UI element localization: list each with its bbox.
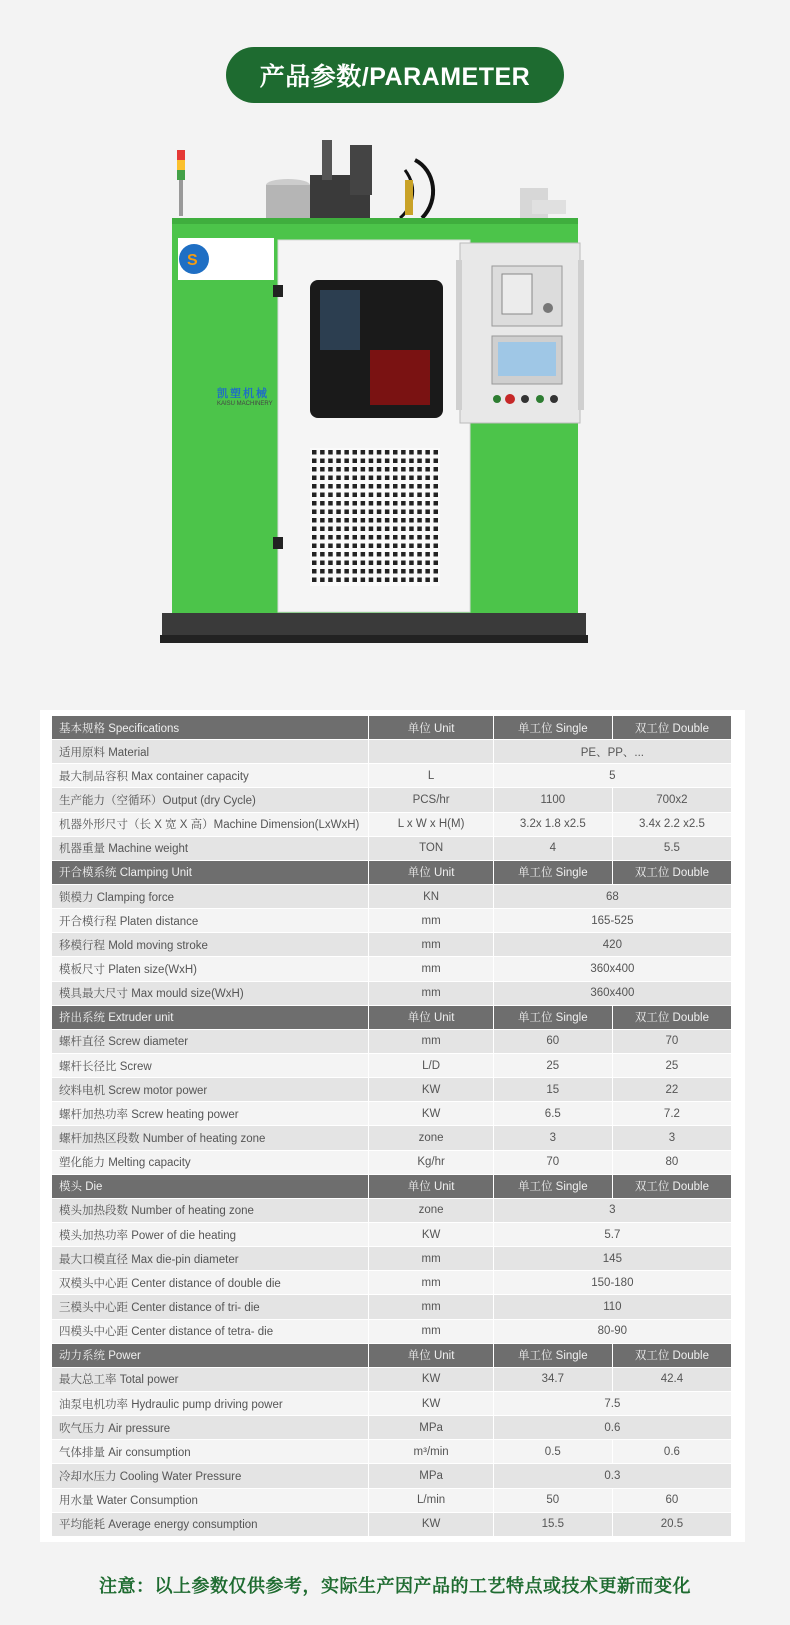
spec-single: 360x400 — [493, 957, 731, 981]
spec-name: 塑化能力 Melting capacity — [52, 1150, 369, 1174]
spec-table — [52, 716, 732, 1537]
spec-double: 42.4 — [612, 1367, 731, 1391]
spec-row — [52, 1102, 732, 1126]
spec-single: 80-90 — [493, 1319, 731, 1343]
spec-name: 四模头中心距 Center distance of tetra- die — [52, 1319, 369, 1343]
spec-unit: Kg/hr — [369, 1150, 493, 1174]
spec-unit: MPa — [369, 1464, 493, 1488]
spec-row — [52, 764, 732, 788]
spec-unit: mm — [369, 1319, 493, 1343]
spec-row — [52, 1416, 732, 1440]
spec-name: 螺杆长径比 Screw — [52, 1053, 369, 1077]
spec-single: 4 — [493, 836, 612, 860]
column-header: 双工位 Double — [612, 860, 731, 884]
spec-single: 0.5 — [493, 1440, 612, 1464]
column-header: 单位 Unit — [369, 1343, 493, 1367]
spec-name: 平均能耗 Average energy consumption — [52, 1512, 369, 1536]
spec-unit: L x W x H(M) — [369, 812, 493, 836]
spec-name: 模头加热段数 Number of heating zone — [52, 1198, 369, 1222]
spec-row — [52, 1319, 732, 1343]
spec-single: 5.7 — [493, 1222, 731, 1246]
spec-unit: zone — [369, 1198, 493, 1222]
section-title: 模头 Die — [52, 1174, 369, 1198]
spec-row — [52, 1198, 732, 1222]
spec-name: 最大制品容积 Max container capacity — [52, 764, 369, 788]
spec-double: 5.5 — [612, 836, 731, 860]
spec-single: 165-525 — [493, 909, 731, 933]
column-header: 单工位 Single — [493, 1343, 612, 1367]
page-title: 产品参数/PARAMETER — [226, 47, 564, 103]
column-header: 单位 Unit — [369, 1174, 493, 1198]
section-title: 挤出系统 Extruder unit — [52, 1005, 369, 1029]
footer-note: 注意：以上参数仅供参考，实际生产因产品的工艺特点或技术更新而变化 — [99, 1576, 691, 1596]
section-header-row — [52, 860, 732, 884]
spec-single: 1100 — [493, 788, 612, 812]
spec-name: 模头加热功率 Power of die heating — [52, 1222, 369, 1246]
spec-double: 22 — [612, 1078, 731, 1102]
spec-name: 最大口模直径 Max die-pin diameter — [52, 1247, 369, 1271]
spec-unit: MPa — [369, 1416, 493, 1440]
spec-unit: mm — [369, 1271, 493, 1295]
column-header: 单位 Unit — [369, 1005, 493, 1029]
machine-image — [160, 140, 620, 670]
spec-row — [52, 1464, 732, 1488]
spec-double: 20.5 — [612, 1512, 731, 1536]
spec-name: 气体排量 Air consumption — [52, 1440, 369, 1464]
spec-single: 15 — [493, 1078, 612, 1102]
spec-single: 6.5 — [493, 1102, 612, 1126]
logo-en: KAISU MACHINERY — [217, 401, 273, 407]
spec-row — [52, 812, 732, 836]
spec-single: 34.7 — [493, 1367, 612, 1391]
spec-row — [52, 788, 732, 812]
spec-unit: m³/min — [369, 1440, 493, 1464]
spec-name: 绞料电机 Screw motor power — [52, 1078, 369, 1102]
spec-name: 螺杆加热区段数 Number of heating zone — [52, 1126, 369, 1150]
spec-double: 0.6 — [612, 1440, 731, 1464]
spec-name: 模板尺寸 Platen size(WxH) — [52, 957, 369, 981]
spec-name: 用水量 Water Consumption — [52, 1488, 369, 1512]
spec-unit: L/min — [369, 1488, 493, 1512]
spec-unit: mm — [369, 1247, 493, 1271]
spec-single: 145 — [493, 1247, 731, 1271]
spec-unit: zone — [369, 1126, 493, 1150]
spec-single: 3 — [493, 1198, 731, 1222]
spec-row — [52, 1512, 732, 1536]
section-header-row — [52, 1174, 732, 1198]
section-title: 开合模系统 Clamping Unit — [52, 860, 369, 884]
spec-unit: L — [369, 764, 493, 788]
svg-text:S: S — [187, 252, 198, 269]
column-header: 双工位 Double — [612, 1005, 731, 1029]
column-header: 双工位 Double — [612, 1174, 731, 1198]
spec-name: 三模头中心距 Center distance of tri- die — [52, 1295, 369, 1319]
spec-name: 机器外形尺寸（长 X 宽 X 高）Machine Dimension(LxWxH) — [52, 812, 369, 836]
spec-single: 420 — [493, 933, 731, 957]
spec-name: 机器重量 Machine weight — [52, 836, 369, 860]
section-title: 动力系统 Power — [52, 1343, 369, 1367]
spec-double: 700x2 — [612, 788, 731, 812]
spec-double: 60 — [612, 1488, 731, 1512]
spec-unit: mm — [369, 957, 493, 981]
spec-single: 50 — [493, 1488, 612, 1512]
spec-double: 3.4x 2.2 x2.5 — [612, 812, 731, 836]
spec-row — [52, 884, 732, 908]
spec-unit: KW — [369, 1512, 493, 1536]
spec-unit: mm — [369, 981, 493, 1005]
spec-row — [52, 1367, 732, 1391]
spec-single: 68 — [493, 884, 731, 908]
spec-single: PE、PP、... — [493, 740, 731, 764]
spec-single: 5 — [493, 764, 731, 788]
spec-single: 7.5 — [493, 1391, 731, 1415]
spec-unit: mm — [369, 1029, 493, 1053]
column-header: 单工位 Single — [493, 860, 612, 884]
spec-row — [52, 1295, 732, 1319]
spec-unit: L/D — [369, 1053, 493, 1077]
spec-name: 生产能力（空循环）Output (dry Cycle) — [52, 788, 369, 812]
spec-single: 70 — [493, 1150, 612, 1174]
spec-row — [52, 1271, 732, 1295]
section-header-row — [52, 716, 732, 740]
logo-cn: 凯塑机械 — [217, 388, 269, 400]
spec-name: 模具最大尺寸 Max mould size(WxH) — [52, 981, 369, 1005]
spec-row — [52, 1126, 732, 1150]
spec-single: 0.6 — [493, 1416, 731, 1440]
section-header-row — [52, 1343, 732, 1367]
spec-unit: KW — [369, 1367, 493, 1391]
spec-double: 80 — [612, 1150, 731, 1174]
spec-single: 3.2x 1.8 x2.5 — [493, 812, 612, 836]
spec-double: 7.2 — [612, 1102, 731, 1126]
spec-name: 适用原料 Material — [52, 740, 369, 764]
spec-unit — [369, 740, 493, 764]
spec-row — [52, 1053, 732, 1077]
spec-name: 双模头中心距 Center distance of double die — [52, 1271, 369, 1295]
spec-unit: mm — [369, 909, 493, 933]
spec-name: 开合模行程 Platen distance — [52, 909, 369, 933]
spec-single: 3 — [493, 1126, 612, 1150]
column-header: 单位 Unit — [369, 860, 493, 884]
spec-row — [52, 740, 732, 764]
spec-row — [52, 1247, 732, 1271]
spec-unit: KW — [369, 1222, 493, 1246]
spec-row — [52, 1029, 732, 1053]
spec-single: 360x400 — [493, 981, 731, 1005]
spec-single: 15.5 — [493, 1512, 612, 1536]
brand-logo-text — [217, 385, 273, 407]
spec-row — [52, 836, 732, 860]
spec-row — [52, 1391, 732, 1415]
spec-double: 70 — [612, 1029, 731, 1053]
spec-name: 螺杆加热功率 Screw heating power — [52, 1102, 369, 1126]
section-header-row — [52, 1005, 732, 1029]
section-title: 基本规格 Specifications — [52, 716, 369, 740]
column-header: 单工位 Single — [493, 716, 612, 740]
spec-row — [52, 957, 732, 981]
spec-unit: KN — [369, 884, 493, 908]
spec-name: 油泵电机功率 Hydraulic pump driving power — [52, 1391, 369, 1415]
spec-unit: KW — [369, 1391, 493, 1415]
spec-row — [52, 981, 732, 1005]
spec-row — [52, 1488, 732, 1512]
spec-single: 0.3 — [493, 1464, 731, 1488]
column-header: 单工位 Single — [493, 1174, 612, 1198]
column-header: 双工位 Double — [612, 1343, 731, 1367]
spec-row — [52, 1222, 732, 1246]
spec-single: 150-180 — [493, 1271, 731, 1295]
spec-row — [52, 933, 732, 957]
specification-panel — [40, 710, 745, 1542]
spec-name: 锁模力 Clamping force — [52, 884, 369, 908]
column-header: 单位 Unit — [369, 716, 493, 740]
spec-unit: mm — [369, 1295, 493, 1319]
spec-name: 移模行程 Mold moving stroke — [52, 933, 369, 957]
spec-unit: KW — [369, 1078, 493, 1102]
spec-unit: KW — [369, 1102, 493, 1126]
spec-unit: PCS/hr — [369, 788, 493, 812]
spec-name: 冷却水压力 Cooling Water Pressure — [52, 1464, 369, 1488]
spec-unit: TON — [369, 836, 493, 860]
spec-single: 110 — [493, 1295, 731, 1319]
spec-row — [52, 1078, 732, 1102]
spec-row — [52, 909, 732, 933]
spec-row — [52, 1150, 732, 1174]
spec-double: 25 — [612, 1053, 731, 1077]
spec-name: 最大总工率 Total power — [52, 1367, 369, 1391]
spec-unit: mm — [369, 933, 493, 957]
spec-name: 螺杆直径 Screw diameter — [52, 1029, 369, 1053]
spec-name: 吹气压力 Air pressure — [52, 1416, 369, 1440]
column-header: 单工位 Single — [493, 1005, 612, 1029]
spec-single: 25 — [493, 1053, 612, 1077]
spec-single: 60 — [493, 1029, 612, 1053]
spec-double: 3 — [612, 1126, 731, 1150]
spec-row — [52, 1440, 732, 1464]
column-header: 双工位 Double — [612, 716, 731, 740]
